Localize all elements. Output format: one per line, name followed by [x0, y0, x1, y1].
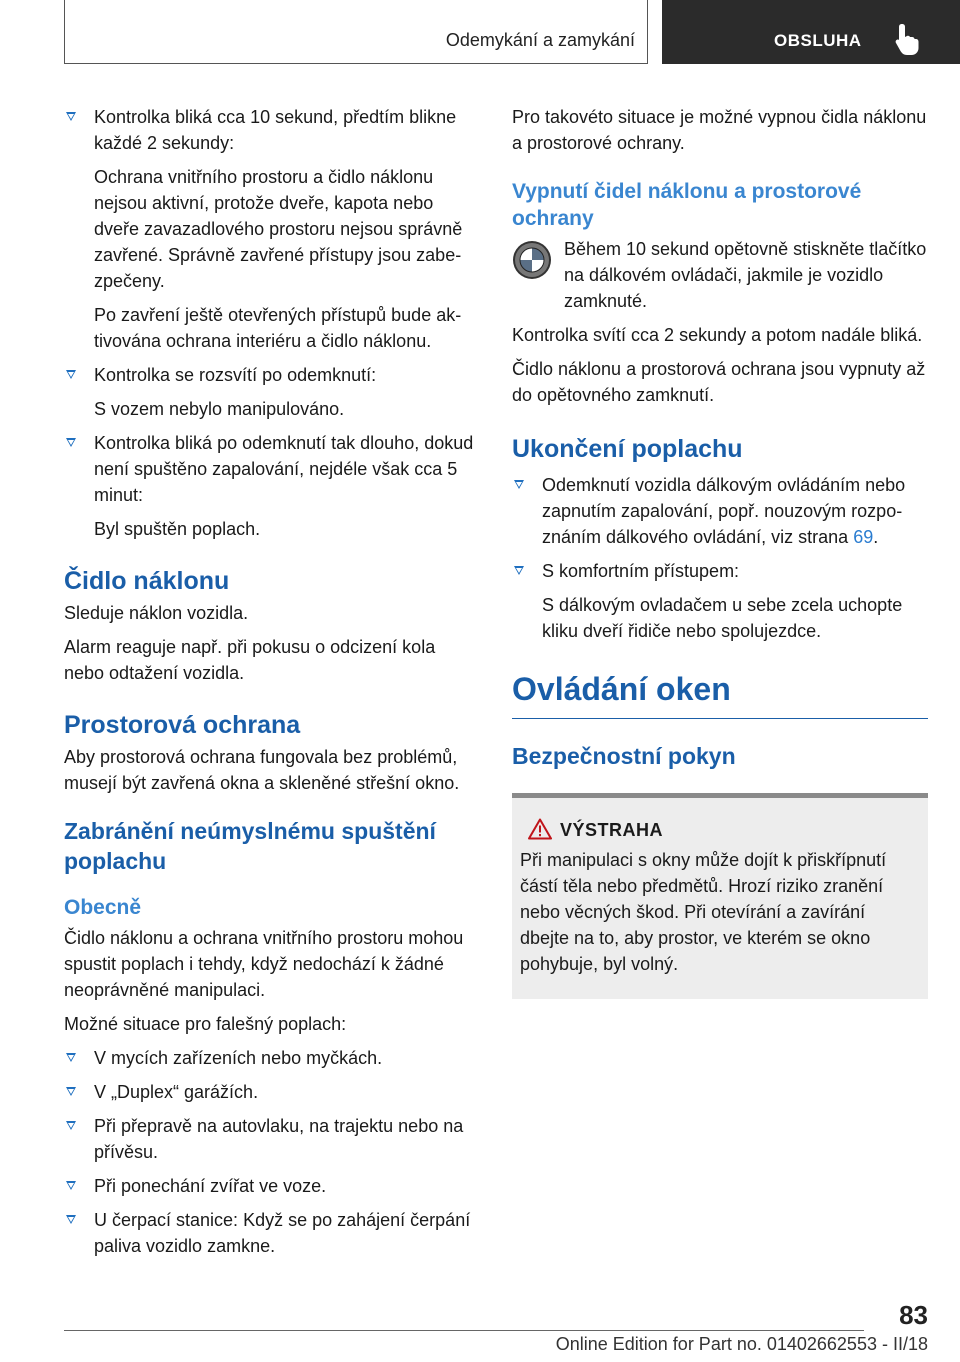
chapter-title: OBSLUHA	[774, 31, 862, 50]
paragraph: Sleduje náklon vozidla.	[64, 603, 249, 623]
paragraph: Ochrana vnitřního prostoru a čidlo náklonu nejsou aktivní, protože dveře, kapota nebo dveře zavazadlového prostoru nejsou správně zavřené. Správně zavřené přístupy jsou zabezpečeny.	[94, 167, 463, 291]
paragraph: Při ponechání zvířat ve voze.	[94, 1176, 327, 1196]
paragraph: Čidlo náklonu a prostorová ochrana jsou vypnuty až do opětovného zamknutí.	[512, 359, 926, 405]
footer-edition: Online Edition for Part no. 01402662553 - II/18	[555, 1334, 928, 1354]
list-item	[64, 1113, 480, 1165]
bmw-logo-icon	[512, 240, 552, 280]
paragraph: Během 10 sekund opětovně stiskněte tlačítko na dálkovém ovládači, jakmile je vozidlo zamknuté.	[564, 239, 927, 311]
page-reference-link[interactable]: 69	[853, 527, 874, 547]
paragraph: Kontrolka bliká cca 10 sekund, předtím blikne každé 2 sekundy:	[94, 107, 457, 153]
heading-space-protection: Prostorová ochrana	[64, 711, 301, 739]
section-title: Odemykání a zamykání	[445, 30, 635, 50]
paragraph: V mycích zařízeních nebo myčkách.	[94, 1048, 383, 1068]
header-section-tab	[64, 0, 648, 64]
bullet-triangle-icon	[66, 1053, 76, 1062]
list-item	[64, 1207, 480, 1259]
warning-label: VÝSTRAHA	[560, 820, 664, 840]
warning-text: Při manipulaci s okny může dojít k přiskřípnutí částí těla nebo předmětů. Hrozí riziko zranění nebo věcných škod. Při otevírání a zavírání dbejte na to, aby prostor, ve kterém se okno pohybuje, byl volný.	[520, 850, 887, 974]
list-item	[64, 104, 480, 354]
bullet-triangle-icon	[66, 1181, 76, 1190]
paragraph: Pro takovéto situace je možné vypnou čidla náklonu a prostorové ochrany.	[512, 107, 927, 153]
paragraph: Možné situace pro falešný poplach:	[64, 1014, 347, 1034]
hand-pointer-icon	[892, 22, 922, 56]
paragraph: S vozem nebylo manipulováno.	[94, 399, 345, 419]
paragraph: S komfortním přístupem:	[542, 561, 740, 581]
warning-box	[512, 793, 928, 999]
heading-disable-sensors: Vypnutí čidel náklonu a prostorové ochrany	[512, 180, 862, 230]
list-item	[512, 558, 928, 644]
paragraph: V „Duplex“ garážích.	[94, 1082, 259, 1102]
paragraph	[542, 472, 928, 550]
list-item	[64, 362, 480, 422]
heading-prevent-alarm: Zabránění neúmyslnému spuštění poplachu	[64, 818, 436, 874]
header-chapter-tab	[662, 0, 960, 64]
heading-general: Obecně	[64, 896, 142, 919]
bullet-triangle-icon	[514, 566, 524, 575]
paragraph: U čerpací stanice: Když se po zahájení čerpání paliva vozidlo zamkne.	[94, 1210, 471, 1256]
heading-end-alarm: Ukončení poplachu	[512, 435, 743, 463]
bullet-triangle-icon	[66, 112, 76, 121]
bullet-triangle-icon	[66, 1121, 76, 1130]
list-item	[64, 430, 480, 542]
list-item	[64, 1079, 480, 1105]
list-item	[64, 1173, 480, 1199]
footer-divider	[64, 1330, 864, 1331]
right-column	[512, 104, 928, 999]
paragraph: Po zavření ještě otevřených přístupů bude aktivována ochrana interiéru a čidlo náklonu.	[94, 305, 462, 351]
paragraph: Kontrolka se rozsvítí po odemknutí:	[94, 365, 377, 385]
paragraph: Alarm reaguje např. při pokusu o odcizení kola nebo odtažení vozidla.	[64, 637, 436, 683]
bullet-triangle-icon	[66, 438, 76, 447]
end-text: Odemknutí vozidla dálkovým ovládáním nebo zapnutím zapalování, popř. nouzovým rozpoznáním dálkového ovládání, viz strana	[542, 475, 906, 547]
page-number: 83	[899, 1300, 928, 1330]
paragraph: Byl spuštěn poplach.	[94, 519, 261, 539]
left-column	[64, 104, 480, 1267]
warning-triangle-icon	[528, 818, 552, 840]
heading-safety-note: Bezpečnostní pokyn	[512, 743, 736, 769]
paragraph: Aby prostorová ochrana fungovala bez problémů, musejí být zavřená okna a skleněné střešní okno.	[64, 747, 460, 793]
bullet-triangle-icon	[66, 370, 76, 379]
warning-title	[520, 820, 916, 841]
paragraph: Při přepravě na autovlaku, na trajektu nebo na přívěsu.	[94, 1116, 464, 1162]
heading-tilt-sensor: Čidlo náklonu	[64, 567, 230, 595]
bullet-triangle-icon	[514, 480, 524, 489]
end-tail: .	[873, 527, 879, 547]
paragraph: Čidlo náklonu a ochrana vnitřního prostoru mohou spustit poplach i tehdy, když nedochází k žádné neoprávněné manipulaci.	[64, 928, 464, 1000]
bullet-triangle-icon	[66, 1087, 76, 1096]
bmw-instruction	[512, 236, 928, 314]
list-item	[64, 1045, 480, 1071]
paragraph: Kontrolka svítí cca 2 sekundy a potom nadále bliká.	[512, 325, 923, 345]
list-item	[512, 472, 928, 550]
paragraph: Kontrolka bliká po odemknutí tak dlouho, dokud není spuštěno zapalování, nejdéle však cca 5 minut:	[94, 433, 474, 505]
bullet-triangle-icon	[66, 1215, 76, 1224]
heading-window-operation: Ovládání oken	[512, 668, 928, 719]
paragraph: S dálkovým ovladačem u sebe zcela uchopte kliku dveří řidiče nebo spolujezdce.	[542, 595, 903, 641]
